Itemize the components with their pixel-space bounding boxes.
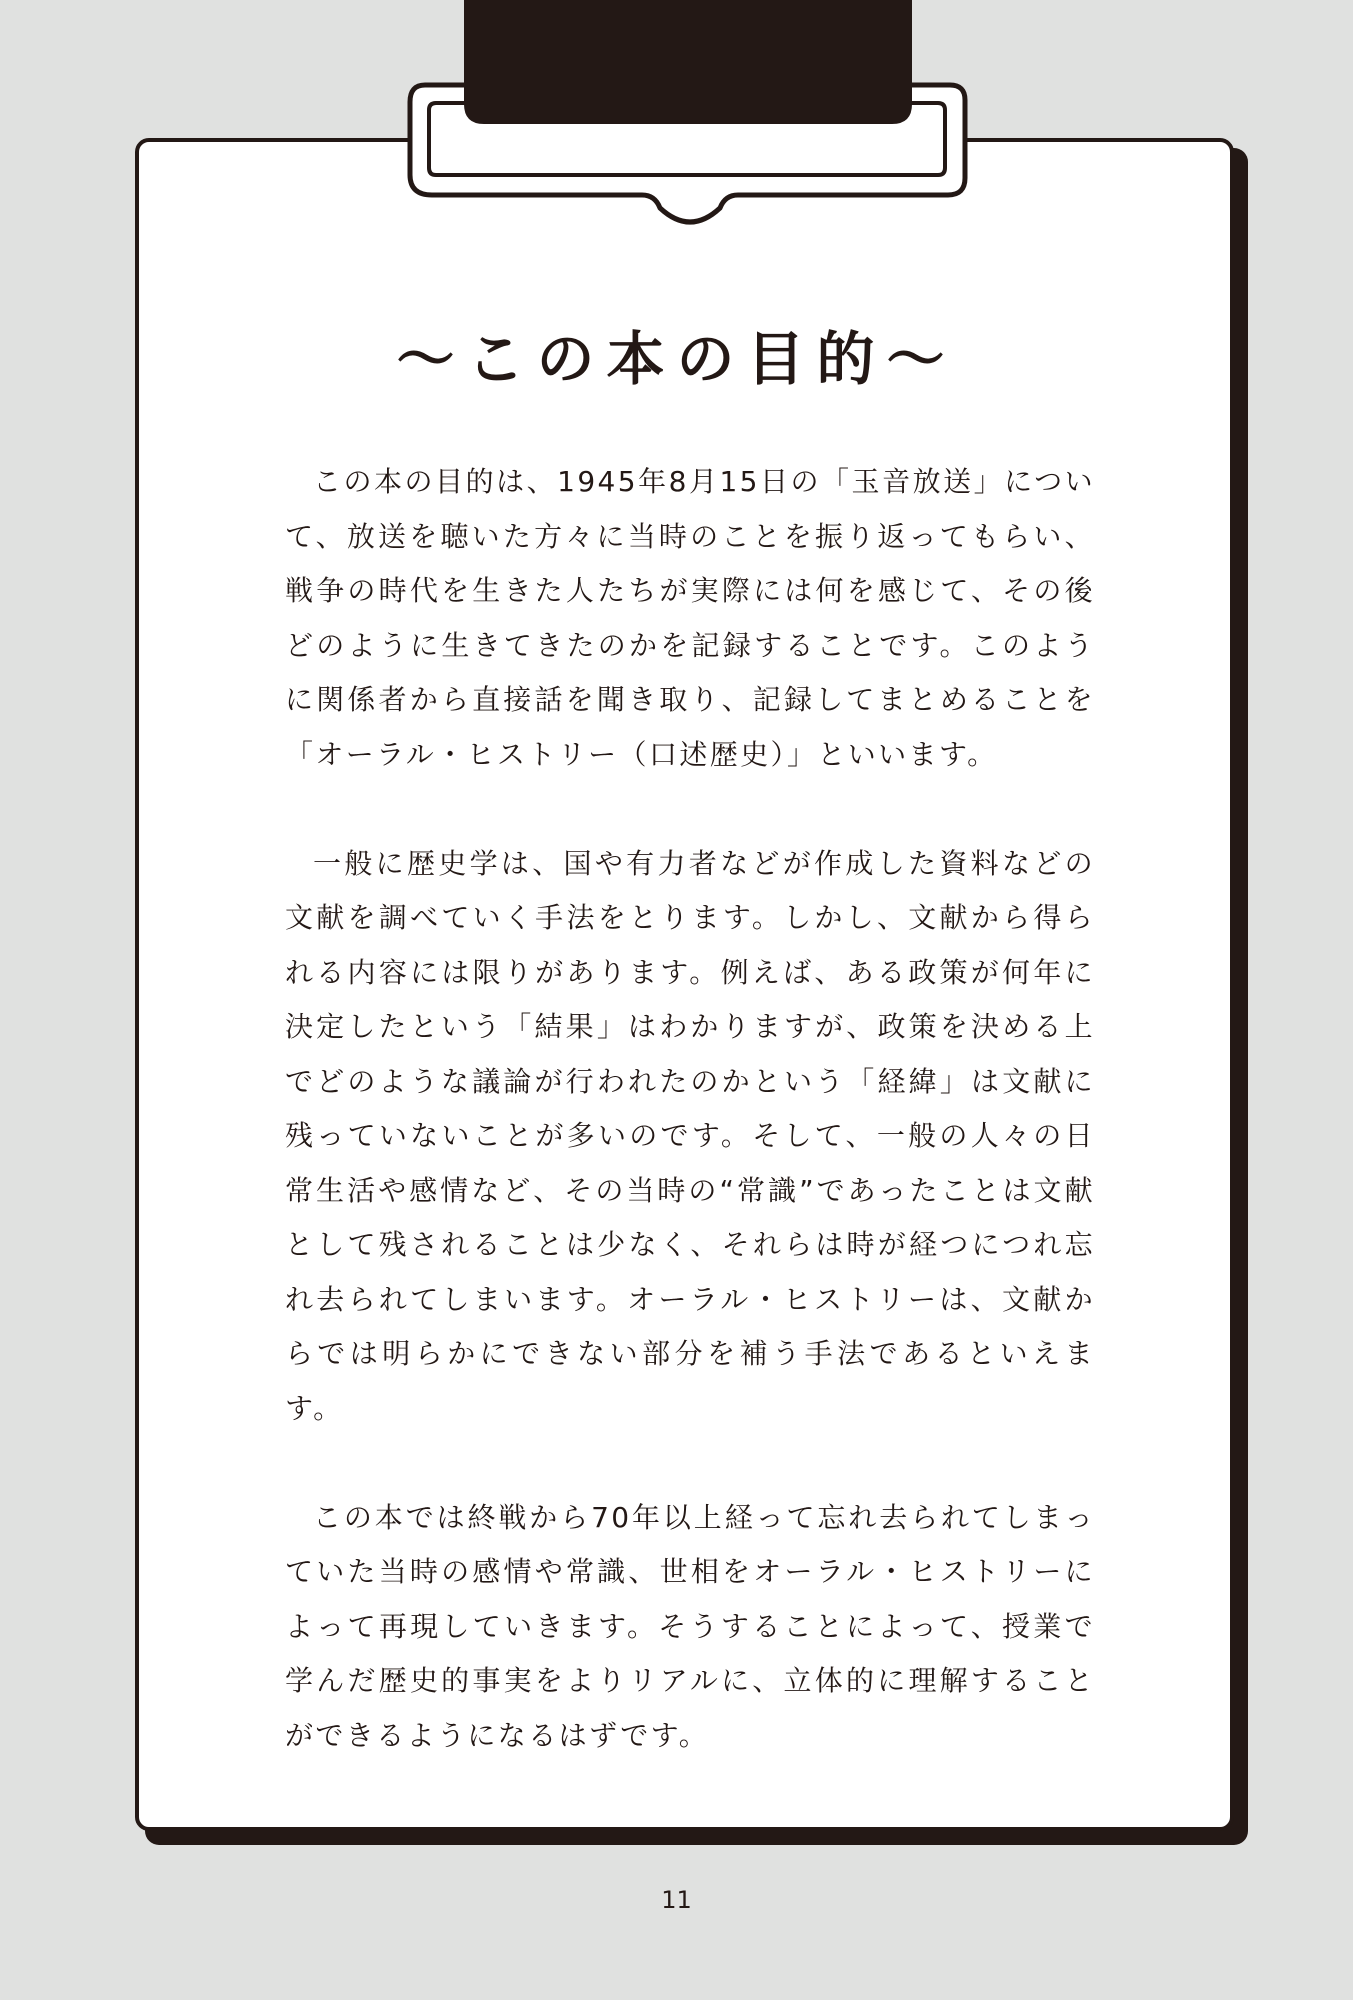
paragraph-2: 一般に歴史学は、国や有力者などが作成した資料などの文献を調べていく手法をとります。しかし、文献から得られる内容には限りがあります。例えば、ある政策が何年に決定したという「結果」はわかりますが、政策を決める上でどのような議論が行われたのかという「経緯」は文献に残っていないことが多いのです。そして、一般の人々の日常生活や感情など、その当時の“常識”であったことは文献として残されることは少なく、それらは時が経つにつれ忘れ去られてしまいます。オーラル・ヒストリーは、文献からでは明らかにできない部分を補う手法であるといえます。 [285,846,1095,1425]
paragraph-1: この本の目的は、1945年8月15日の「玉音放送」について、放送を聴いた方々に当時のことを振り返ってもらい、戦争の時代を生きた人たちが実際には何を感じて、その後どのように生きてきたのかを記録することです。このように関係者から直接話を聞き取り、記録してまとめることを「オーラル・ヒストリー（口述歴史）」といいます。 [285,465,1095,771]
paragraph-3: この本では終戦から70年以上経って忘れ去られてしまっていた当時の感情や常識、世相をオーラル・ヒストリーによって再現していきます。そうすることによって、授業で学んだ歴史的事実をよりリアルに、立体的に理解することができるようになるはずです。 [285,1500,1095,1752]
page-number: 11 [661,1886,692,1914]
page-title: ～この本の目的～ [396,325,957,393]
clipboard-clip-icon [400,0,980,240]
body-text [285,455,1095,1763]
